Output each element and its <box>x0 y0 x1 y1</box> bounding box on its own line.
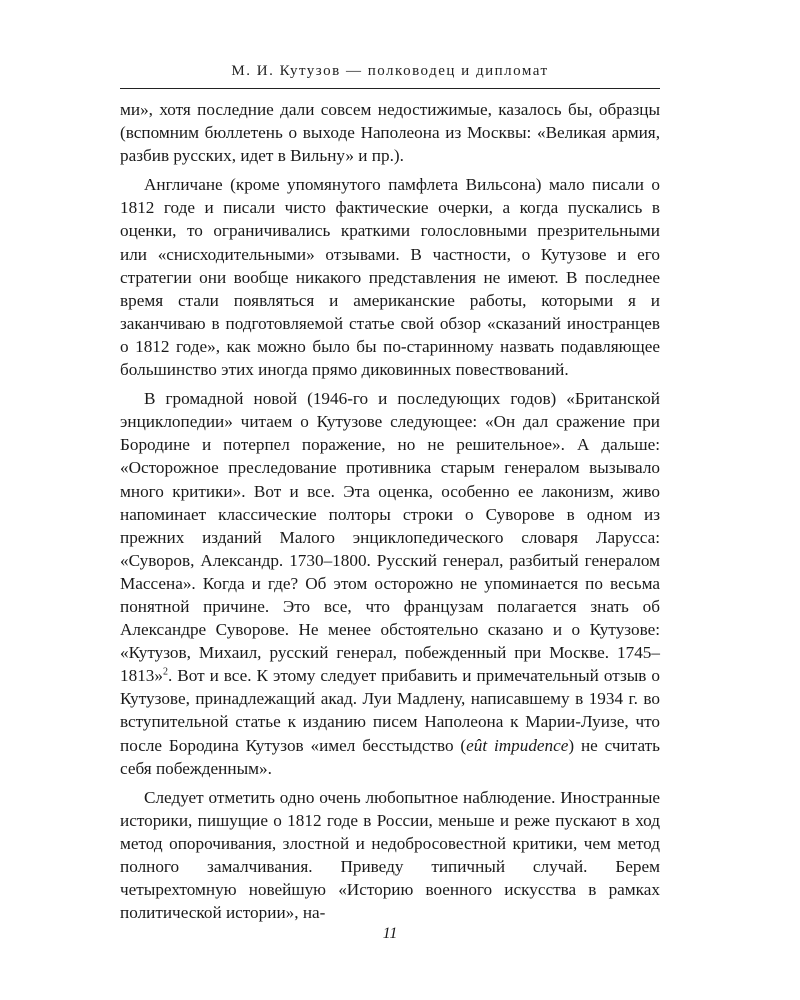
french-quote: eût impudence <box>466 735 569 755</box>
paragraph-3 <box>120 387 660 780</box>
header-rule <box>120 88 660 89</box>
footnote-ref: 2 <box>162 666 168 678</box>
running-head: М. И. Кутузов — полководец и дипломат <box>231 63 549 79</box>
body-text <box>120 98 660 924</box>
paragraph-3-text-c: ) не считать себя побежденным». <box>120 735 660 778</box>
paragraph-3-text-b: . Вот и все. К этому следует прибавить и примечательный отзыв о Кутузове, принадлежащий акад. Луи Мадлену, написавшему в 1934 г. во вступительной статье к изданию писем Наполеона к Марии-Луизе, что после Бородина Кутузов «имел бесстыдство ( <box>120 666 660 755</box>
paragraph-2: Англичане (кроме упомянутого памфлета Вильсона) мало писали о 1812 годе и писали чисто фактические очерки, а когда пускались в оценки, то ограничивались краткими голословными презрительными или «снисходительными» отзывами. В частности, о Кутузове и его стратегии они вообще никакого представления не имеют. В последнее время стали появляться и американские работы, которыми я и заканчиваю в подготовляемой статье свой обзор «сказаний иностранцев о 1812 годе», как можно было бы по-старинному назвать подавляющее большинство этих иногда прямо диковинных повествований. <box>120 175 660 380</box>
paragraph-3-text-a: В громадной новой (1946-го и последующих годов) «Британской энциклопедии» читаем о Кутузове следующее: «Он дал сражение при Бородине и потерпел поражение, но не решительное». А дальше: «Осторожное преследование противника старым генералом вызывало много критики». Вот и все. Эта оценка, особенно ее лаконизм, живо напоминает классические полторы строки о Суворове в одном из прежних изданий Малого энциклопедического словаря Ларусса: «Суворов, Александр. 1730–1800. Русский генерал, разбитый генералом Массена». Когда и где? Об этом осторожно не упоминается по весьма понятной причине. Это все, что французам полагается знать об Александре Суворове. Не менее обстоятельно сказано и о Кутузове: «Кутузов, Михаил, русский генерал, побежденный при Москве. 1745–1813» <box>120 389 660 686</box>
paragraph-4: Следует отметить одно очень любопытное наблюдение. Иностранные историки, пишущие о 1812 годе в России, меньше и реже пускают в ход метод опорочивания, злостной и недобросовестной критики, чем метод полного замалчивания. Приведу типичный случай. Берем четырехтомную новейшую «Историю военного искусства в рамках политической истории», на- <box>120 787 660 923</box>
page-number: 11 <box>382 925 398 942</box>
book-page <box>120 0 660 1000</box>
paragraph-1: ми», хотя последние дали совсем недостижимые, казалось бы, образцы (вспомним бюллетень о выходе Наполеона из Москвы: «Великая армия, разбив русских, идет в Вильну» и пр.). <box>120 100 660 166</box>
